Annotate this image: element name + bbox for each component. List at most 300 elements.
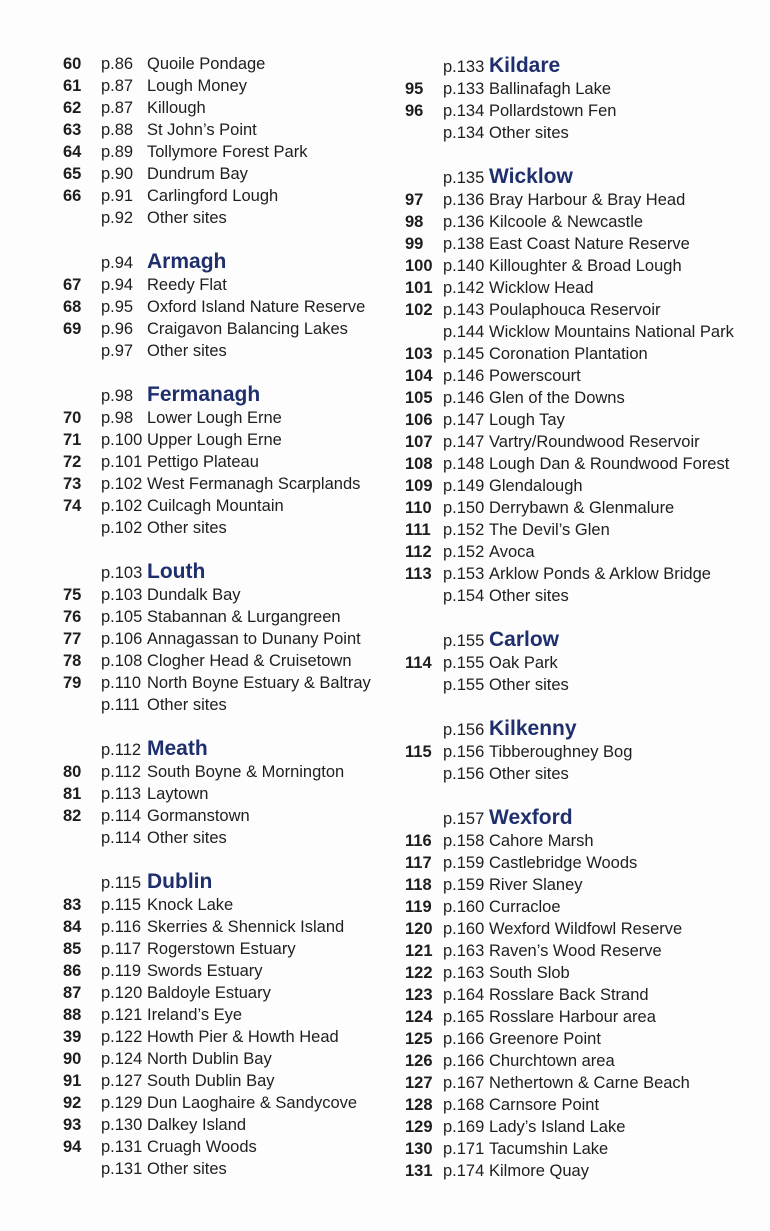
page-reference: p.158 [443,832,485,850]
site-name: The Devil’s Glen [489,521,610,539]
site-number: 79 [63,674,82,692]
site-entry [63,1026,393,1048]
site-number: 112 [405,543,432,561]
site-name: Kilcoole & Newcastle [489,213,644,231]
site-number: 97 [405,191,424,209]
site-name: Lower Lough Erne [147,409,282,427]
page-reference: p.115 [101,896,142,914]
site-name: Churchtown area [489,1052,615,1070]
site-name: Annagassan to Dunany Point [147,630,361,648]
page-reference: p.171 [443,1140,485,1158]
site-name: Coronation Plantation [489,345,648,363]
section-gap [405,607,760,627]
site-entry [63,1114,393,1136]
county-heading [405,805,760,830]
site-name: Pollardstown Fen [489,102,617,120]
page-reference: p.152 [443,543,485,561]
site-entry [63,1092,393,1114]
site-name: Tollymore Forest Park [147,143,308,161]
site-name: Other sites [147,209,227,227]
site-name: Rogerstown Estuary [147,940,296,958]
county-name: Meath [147,737,208,760]
page-reference: p.121 [101,1006,143,1024]
site-name: Poulaphouca Reservoir [489,301,661,319]
site-number: 77 [63,630,82,648]
site-entry [405,519,760,541]
site-name: West Fermanagh Scarplands [147,475,361,493]
site-entry [405,1028,760,1050]
site-name: Ballinafagh Lake [489,80,612,98]
site-name: Other sites [147,342,227,360]
site-name: Laytown [147,785,209,803]
site-entry [405,189,760,211]
page-reference: p.135 [443,169,485,187]
site-name: Swords Estuary [147,962,263,980]
page-reference: p.129 [101,1094,143,1112]
site-number: 94 [63,1138,82,1156]
site-name: Bray Harbour & Bray Head [489,191,686,209]
page-reference: p.105 [101,608,143,626]
site-entry [405,984,760,1006]
section-gap [63,849,393,869]
page-reference: p.166 [443,1030,485,1048]
section-gap [63,362,393,382]
county-heading [63,736,393,761]
page-reference: p.103 [101,586,143,604]
page-reference: p.112 [101,763,142,781]
county-name: Kildare [489,54,561,77]
site-name: Tibberoughney Bog [489,743,633,761]
county-heading [63,559,393,584]
page-reference: p.98 [101,387,134,405]
site-number: 101 [405,279,433,297]
site-name: Pettigo Plateau [147,453,259,471]
site-name: Other sites [147,519,227,537]
site-name: Dun Laoghaire & Sandycove [147,1094,358,1112]
page-reference: p.92 [101,209,134,227]
site-number: 127 [405,1074,433,1092]
site-name: Glendalough [489,477,583,495]
site-name: Cahore Marsh [489,832,594,850]
site-name: Lady’s Island Lake [489,1118,626,1136]
page-reference: p.117 [101,940,142,958]
site-entry [63,694,393,716]
page-reference: p.115 [101,874,142,892]
site-number: 119 [405,898,432,916]
page-reference: p.133 [443,80,485,98]
site-number: 98 [405,213,424,231]
site-entry [405,409,760,431]
site-number: 99 [405,235,424,253]
county-heading [63,382,393,407]
site-entry [63,163,393,185]
site-entry [63,473,393,495]
site-name: Derrybawn & Glenmalure [489,499,675,517]
section-gap [405,785,760,805]
site-entry [405,122,760,144]
page-reference: p.87 [101,99,134,117]
page-reference: p.156 [443,743,485,761]
page-reference: p.165 [443,1008,485,1026]
site-entry [63,75,393,97]
page-reference: p.159 [443,876,485,894]
site-name: Ireland’s Eye [147,1006,243,1024]
site-number: 110 [405,499,432,517]
site-name: Raven’s Wood Reserve [489,942,662,960]
site-entry [63,628,393,650]
site-name: Kilmore Quay [489,1162,589,1180]
site-name: Avoca [489,543,535,561]
site-entry [63,606,393,628]
site-entry [405,918,760,940]
site-name: Rosslare Harbour area [489,1008,656,1026]
site-entry [405,962,760,984]
section-gap [63,716,393,736]
page-reference: p.163 [443,942,485,960]
county-name: Wicklow [489,165,573,188]
site-number: 73 [63,475,82,493]
site-name: Upper Lough Erne [147,431,282,449]
site-entry [405,211,760,233]
site-entry [63,119,393,141]
site-name: Nethertown & Carne Beach [489,1074,690,1092]
site-entry [405,563,760,585]
page-reference: p.108 [101,652,143,670]
site-number: 102 [405,301,433,319]
site-number: 130 [405,1140,433,1158]
page-reference: p.156 [443,765,485,783]
site-number: 107 [405,433,433,451]
page-reference: p.91 [101,187,134,205]
site-number: 63 [63,121,82,139]
page-reference: p.140 [443,257,485,275]
page-reference: p.163 [443,964,485,982]
site-number: 116 [405,832,432,850]
site-number: 62 [63,99,82,117]
county-heading [405,627,760,652]
site-number: 131 [405,1162,433,1180]
page-reference: p.148 [443,455,485,473]
site-entry [405,475,760,497]
site-entry [405,365,760,387]
county-name: Kilkenny [489,717,577,740]
site-number: 121 [405,942,433,960]
site-entry [63,783,393,805]
site-entry [405,1050,760,1072]
county-heading [405,716,760,741]
site-number: 68 [63,298,82,316]
site-entry [405,255,760,277]
site-name: Killoughter & Broad Lough [489,257,682,275]
site-entry [405,1160,760,1182]
right-column [405,53,760,1182]
page-reference: p.134 [443,124,485,142]
site-name: East Coast Nature Reserve [489,235,690,253]
site-number: 76 [63,608,82,626]
site-name: Lough Money [147,77,247,95]
section-gap [405,144,760,164]
site-name: St John’s Point [147,121,257,139]
site-entry [63,429,393,451]
site-number: 128 [405,1096,433,1114]
site-name: Reedy Flat [147,276,227,294]
site-entry [405,674,760,696]
site-number: 117 [405,854,432,872]
site-name: Gormanstown [147,807,250,825]
site-number: 65 [63,165,82,183]
left-column [63,53,393,1180]
county-heading [63,249,393,274]
site-number: 91 [63,1072,82,1090]
page-reference: p.136 [443,191,485,209]
site-entry [63,1158,393,1180]
page-reference: p.94 [101,276,134,294]
site-entry [63,407,393,429]
site-name: Baldoyle Estuary [147,984,271,1002]
site-entry [405,1138,760,1160]
site-number: 69 [63,320,82,338]
site-entry [405,100,760,122]
page-reference: p.160 [443,920,485,938]
page-reference: p.159 [443,854,485,872]
page-reference: p.138 [443,235,485,253]
site-entry [405,321,760,343]
site-name: North Dublin Bay [147,1050,272,1068]
page-reference: p.87 [101,77,134,95]
page-reference: p.147 [443,433,485,451]
site-name: Stabannan & Lurgangreen [147,608,341,626]
site-name: Howth Pier & Howth Head [147,1028,339,1046]
page-reference: p.120 [101,984,143,1002]
page-reference: p.131 [101,1160,143,1178]
site-number: 84 [63,918,82,936]
page-reference: p.168 [443,1096,485,1114]
site-number: 122 [405,964,433,982]
site-name: Oxford Island Nature Reserve [147,298,366,316]
site-number: 86 [63,962,82,980]
site-entry [63,960,393,982]
site-number: 70 [63,409,82,427]
site-number: 113 [405,565,432,583]
site-entry [405,830,760,852]
site-entry [405,852,760,874]
site-entry [405,874,760,896]
site-number: 60 [63,55,82,73]
county-name: Wexford [489,806,573,829]
page-reference: p.112 [101,741,142,759]
site-name: South Boyne & Mornington [147,763,345,781]
page-reference: p.124 [101,1050,143,1068]
site-entry [405,1006,760,1028]
page-reference: p.143 [443,301,485,319]
site-entry [405,1072,760,1094]
site-entry [405,387,760,409]
site-entry [405,299,760,321]
site-number: 85 [63,940,82,958]
site-number: 39 [63,1028,82,1046]
page-reference: p.114 [101,807,142,825]
site-entry [405,343,760,365]
page-reference: p.144 [443,323,485,341]
site-entry [63,805,393,827]
site-name: Other sites [489,587,569,605]
site-number: 81 [63,785,82,803]
page-reference: p.146 [443,389,485,407]
section-gap [63,229,393,249]
site-name: Vartry/Roundwood Reservoir [489,433,700,451]
page-reference: p.133 [443,58,485,76]
site-entry [405,431,760,453]
page-reference: p.166 [443,1052,485,1070]
page-reference: p.111 [101,696,140,714]
site-number: 64 [63,143,82,161]
site-entry [63,916,393,938]
page-reference: p.90 [101,165,134,183]
section-gap [63,539,393,559]
page-reference: p.155 [443,676,485,694]
site-number: 92 [63,1094,82,1112]
site-entry [405,652,760,674]
site-name: Dundrum Bay [147,165,248,183]
county-heading [63,869,393,894]
page-reference: p.88 [101,121,134,139]
site-number: 95 [405,80,424,98]
site-entry [405,541,760,563]
site-number: 114 [405,654,432,672]
site-name: Glen of the Downs [489,389,625,407]
page-reference: p.153 [443,565,485,583]
site-number: 66 [63,187,82,205]
page-reference: p.136 [443,213,485,231]
site-name: Other sites [489,676,569,694]
site-name: Oak Park [489,654,558,672]
page-reference: p.106 [101,630,143,648]
site-number: 96 [405,102,424,120]
site-entry [63,650,393,672]
site-name: Knock Lake [147,896,234,914]
site-number: 93 [63,1116,82,1134]
site-entry [63,207,393,229]
site-name: River Slaney [489,876,583,894]
site-entry [63,495,393,517]
county-heading [405,53,760,78]
site-name: South Slob [489,964,570,982]
page-reference: p.102 [101,475,143,493]
site-number: 108 [405,455,433,473]
site-number: 118 [405,876,432,894]
page-reference: p.155 [443,632,485,650]
site-entry [63,185,393,207]
site-name: Clogher Head & Cruisetown [147,652,352,670]
site-entry [63,318,393,340]
site-name: Other sites [489,765,569,783]
page-reference: p.103 [101,564,143,582]
site-entry [63,141,393,163]
page-reference: p.89 [101,143,134,161]
site-number: 61 [63,77,82,95]
site-entry [405,78,760,100]
site-name: Carlingford Lough [147,187,279,205]
site-name: Arklow Ponds & Arklow Bridge [489,565,711,583]
site-number: 124 [405,1008,433,1026]
page-reference: p.146 [443,367,485,385]
site-entry [405,940,760,962]
county-heading [405,164,760,189]
page-reference: p.113 [101,785,142,803]
site-number: 115 [405,743,432,761]
site-number: 104 [405,367,433,385]
site-entry [405,741,760,763]
site-entry [405,233,760,255]
site-entry [63,894,393,916]
county-name: Armagh [147,250,227,273]
page-reference: p.110 [101,674,142,692]
site-number: 100 [405,257,433,275]
site-name: Craigavon Balancing Lakes [147,320,348,338]
site-number: 125 [405,1030,433,1048]
site-name: Greenore Point [489,1030,601,1048]
page-reference: p.145 [443,345,485,363]
site-number: 72 [63,453,82,471]
site-entry [63,1070,393,1092]
site-number: 88 [63,1006,82,1024]
site-entry [63,1136,393,1158]
site-name: Wexford Wildfowl Reserve [489,920,683,938]
county-name: Fermanagh [147,383,261,406]
site-number: 78 [63,652,82,670]
site-name: Other sites [147,829,227,847]
page-reference: p.122 [101,1028,143,1046]
site-number: 103 [405,345,433,363]
page-reference: p.154 [443,587,485,605]
site-number: 67 [63,276,82,294]
site-name: Cruagh Woods [147,1138,257,1156]
page-reference: p.97 [101,342,134,360]
page-reference: p.150 [443,499,485,517]
page-reference: p.102 [101,519,143,537]
site-name: Other sites [147,696,227,714]
site-entry [405,763,760,785]
site-entry [63,584,393,606]
site-entry [63,97,393,119]
site-entry [63,827,393,849]
site-entry [63,53,393,75]
site-number: 106 [405,411,433,429]
site-entry [63,982,393,1004]
page-reference: p.169 [443,1118,485,1136]
site-entry [405,1116,760,1138]
site-name: Skerries & Shennick Island [147,918,345,936]
county-name: Carlow [489,628,560,651]
site-entry [63,1004,393,1026]
site-name: Lough Dan & Roundwood Forest [489,455,730,473]
site-entry [405,585,760,607]
site-name: Other sites [489,124,569,142]
page-reference: p.101 [101,453,143,471]
site-name: Killough [147,99,206,117]
site-name: Dalkey Island [147,1116,247,1134]
site-number: 75 [63,586,82,604]
page-reference: p.164 [443,986,485,1004]
page-reference: p.94 [101,254,134,272]
page-reference: p.152 [443,521,485,539]
county-name: Louth [147,560,206,583]
site-name: Carnsore Point [489,1096,600,1114]
site-entry [63,761,393,783]
site-name: Cuilcagh Mountain [147,497,284,515]
site-name: Other sites [147,1160,227,1178]
site-number: 87 [63,984,82,1002]
